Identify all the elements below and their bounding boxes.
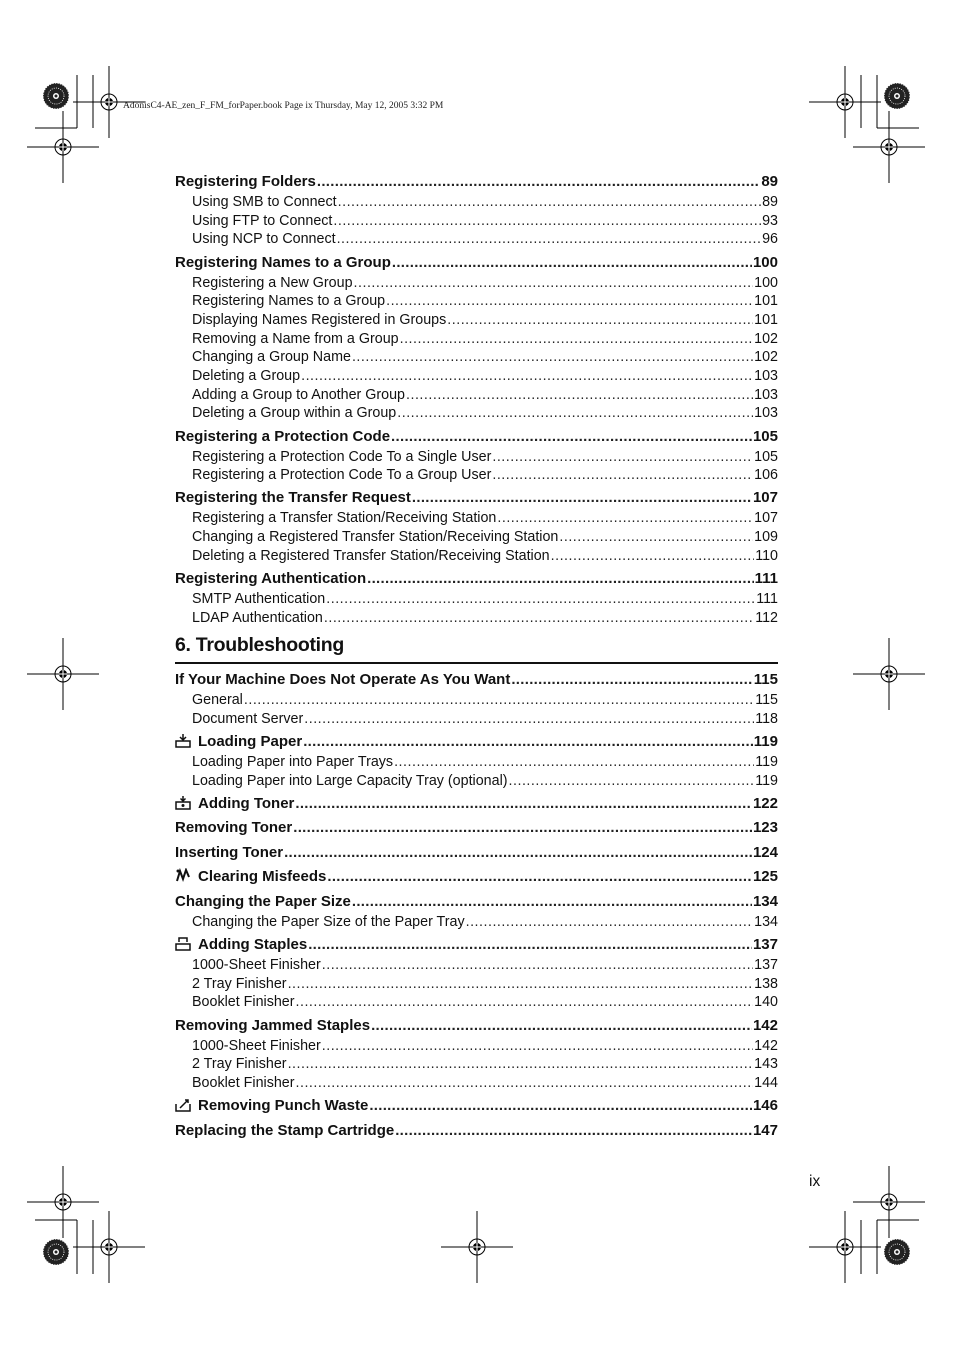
toc-page-number: 119	[755, 772, 778, 789]
toc-entry-label	[192, 386, 405, 405]
toc-leader-dots	[492, 448, 753, 467]
toc-page-number: 96	[762, 231, 778, 248]
toc-leader-dots	[326, 590, 755, 609]
toc-entry-1000-sheet-finisher[interactable]	[175, 1037, 778, 1056]
toc-entry-deleting-a-group[interactable]	[175, 367, 778, 386]
toc-entry-label	[175, 1120, 394, 1142]
toc-entry-text: Inserting Toner	[175, 843, 284, 861]
toc-section-troubleshooting	[175, 669, 778, 1142]
toc-entry-label	[175, 669, 510, 691]
toc-leader-dots	[447, 311, 753, 330]
toc-entry-adding-a-group-to-another-group[interactable]	[175, 386, 778, 405]
toc-entry-text: Registering a Protection Code	[175, 427, 391, 445]
toc-leader-dots	[301, 367, 753, 386]
toc-entry-changing-the-paper-size[interactable]	[175, 891, 778, 913]
toc-page-number: 137	[754, 956, 778, 973]
punch-waste-icon	[175, 1097, 191, 1112]
toner-icon	[175, 795, 191, 810]
toc-entry-text: Removing Jammed Staples	[175, 1016, 371, 1034]
toc-entry-ldap-authentication[interactable]	[175, 609, 778, 628]
toc-page-number: 112	[755, 609, 778, 626]
toc-entry-label	[192, 274, 353, 293]
toc-entry-text: Changing a Group Name	[192, 349, 351, 366]
toc-leader-dots	[392, 252, 752, 274]
toc-page-number: 106	[754, 467, 778, 484]
toc-leader-dots	[244, 691, 754, 710]
toc-entry-registering-a-protection-code-to-a-single-user[interactable]	[175, 448, 778, 467]
toc-entry-deleting-a-registered-transfer-station-receiving-station[interactable]	[175, 547, 778, 566]
toc-entry-text: Removing Toner	[175, 819, 293, 837]
toc-entry-if-your-machine-does-not-operate-as-you-want[interactable]	[175, 669, 778, 691]
toc-leader-dots	[296, 993, 754, 1012]
toc-entry-label	[192, 956, 321, 975]
toc-entry-loading-paper-into-large-capacity-tray-optional[interactable]	[175, 772, 778, 791]
toc-entry-text: Using SMB to Connect	[192, 194, 337, 210]
toc-entry-label	[192, 292, 385, 311]
toc-entry-smtp-authentication[interactable]	[175, 590, 778, 609]
toc-page-number: 142	[754, 1037, 778, 1054]
toc-page-number: 89	[761, 173, 778, 190]
toc-entry-registering-a-new-group[interactable]	[175, 274, 778, 293]
toc-page-number: 105	[752, 427, 778, 445]
toc-entry-label	[192, 193, 337, 212]
toc-leader-dots	[394, 753, 754, 772]
toc-entry-label	[175, 171, 316, 193]
misfeed-icon	[175, 868, 191, 883]
toc-entry-label	[192, 975, 287, 994]
toc-page-number: 107	[752, 489, 778, 507]
toc-entry-text: Changing a Registered Transfer Station/Receiving Station	[192, 529, 559, 546]
toc-entry-text: Deleting a Group within a Group	[192, 405, 397, 422]
toc-page-number: 115	[753, 671, 778, 688]
toc-entry-label	[192, 348, 351, 367]
toc-leader-dots	[386, 292, 753, 311]
toc-leader-dots	[371, 1015, 752, 1037]
toc-entry-label	[192, 1037, 321, 1056]
toc-entry-adding-toner[interactable]	[175, 793, 778, 815]
toc-entry-using-ncp-to-connect[interactable]	[175, 230, 778, 249]
toc-entry-label	[175, 842, 283, 864]
toc-leader-dots	[509, 772, 755, 791]
toc-entry-text: Registering Names to a Group	[192, 293, 386, 310]
toc-leader-dots	[466, 913, 754, 932]
toc-entry-registering-the-transfer-request[interactable]	[175, 487, 778, 509]
toc-entry-label	[192, 547, 550, 566]
toc-entry-text: Changing the Paper Size	[175, 892, 351, 910]
toc-page-number: 134	[754, 913, 778, 930]
toc-entry-text: Booklet Finisher	[192, 1074, 295, 1091]
toc-entry-text: Removing Punch Waste	[198, 1097, 369, 1115]
toc-entry-registering-a-transfer-station-receiving-station[interactable]	[175, 509, 778, 528]
toc-entry-text: SMTP Authentication	[192, 591, 326, 607]
toc-leader-dots	[391, 426, 752, 448]
toc-page-number: 142	[752, 1016, 778, 1034]
toc-leader-dots	[369, 1095, 752, 1117]
toc-entry-text: Registering a New Group	[192, 274, 353, 291]
toc-entry-displaying-names-registered-in-groups[interactable]	[175, 311, 778, 330]
toc-entry-text: Removing a Name from a Group	[192, 330, 399, 347]
toc-page-number: 102	[754, 330, 778, 347]
toc-entry-label	[175, 891, 351, 913]
toc-page-number: 109	[754, 529, 778, 546]
toc-entry-registering-folders[interactable]	[175, 171, 778, 193]
toc-entry-deleting-a-group-within-a-group[interactable]	[175, 404, 778, 423]
toc-leader-dots	[293, 817, 752, 839]
toc-entry-general[interactable]	[175, 691, 778, 710]
toc-page-number: 100	[752, 253, 778, 271]
toc-entry-label	[192, 448, 491, 467]
toc-entry-text: Deleting a Group	[192, 368, 301, 384]
toc-entry-text: Loading Paper into Paper Trays	[192, 753, 394, 770]
toc-entry-label	[175, 793, 294, 815]
toc-leader-dots	[352, 348, 753, 367]
toc-page-number: 146	[752, 1097, 778, 1115]
toc-entry-text: Registering a Transfer Station/Receiving Station	[192, 510, 497, 527]
toc-entry-label	[175, 1095, 368, 1117]
toc-entry-text: Loading Paper into Large Capacity Tray (optional)	[192, 772, 508, 789]
toc-entry-label	[175, 252, 391, 274]
toc-page-number: 125	[752, 868, 778, 886]
toc-entry-registering-authentication[interactable]	[175, 568, 778, 590]
toc-leader-dots	[352, 891, 752, 913]
toc-leader-dots	[559, 528, 753, 547]
toc-entry-removing-toner[interactable]	[175, 817, 778, 839]
toc-entry-changing-the-paper-size-of-the-paper-tray[interactable]	[175, 913, 778, 932]
toc-page-number: 122	[752, 794, 778, 812]
toc-entry-label	[192, 367, 300, 386]
toc-entry-label	[192, 528, 558, 547]
toc-entry-text: 2 Tray Finisher	[192, 975, 287, 992]
toc-page-number: 119	[755, 753, 778, 770]
toc-entry-label	[175, 731, 302, 753]
toc-entry-text: Clearing Misfeeds	[198, 868, 327, 886]
toc-entry-text: 2 Tray Finisher	[192, 1056, 287, 1073]
toc-entry-loading-paper[interactable]	[175, 731, 778, 753]
toc-leader-dots	[338, 193, 761, 212]
toc-page-number: 124	[752, 843, 778, 861]
toc-page-number: 144	[754, 1074, 778, 1091]
toc-page-number: 111	[756, 591, 778, 607]
toc-leader-dots	[322, 1037, 753, 1056]
toc-entry-text: Loading Paper	[198, 732, 303, 750]
toc-leader-dots	[367, 568, 754, 590]
toc-leader-dots	[337, 230, 762, 249]
toc-entry-label	[192, 590, 325, 609]
toc-entry-registering-a-protection-code-to-a-group-user[interactable]	[175, 466, 778, 485]
toc-entry-loading-paper-into-paper-trays[interactable]	[175, 753, 778, 772]
toc-entry-label	[192, 1074, 295, 1093]
toc-entry-removing-jammed-staples[interactable]	[175, 1015, 778, 1037]
toc-entry-label	[192, 753, 393, 772]
toc-page-number: 100	[754, 274, 778, 291]
toc-leader-dots	[395, 1120, 752, 1142]
toc-entry-text: Registering Names to a Group	[175, 253, 391, 271]
toc-page-number: 137	[752, 935, 778, 953]
toc-entry-label	[175, 568, 366, 590]
toc-leader-dots	[288, 1055, 754, 1074]
toc-entry-label	[192, 404, 396, 423]
toc-leader-dots	[295, 793, 752, 815]
toc-entry-removing-punch-waste[interactable]	[175, 1095, 778, 1117]
toc-entry-text: LDAP Authentication	[192, 609, 323, 626]
toc-page-number: 140	[754, 994, 778, 1011]
toc-entry-1000-sheet-finisher[interactable]	[175, 956, 778, 975]
toc-leader-dots	[412, 487, 752, 509]
toc-entry-inserting-toner[interactable]	[175, 842, 778, 864]
toc-leader-dots	[303, 731, 753, 753]
toc-page-number: 89	[762, 194, 778, 210]
toc-page-number: 143	[754, 1056, 778, 1073]
toc-entry-adding-staples[interactable]	[175, 934, 778, 956]
toc-entry-text: 1000-Sheet Finisher	[192, 956, 321, 973]
toc-entry-label	[192, 466, 491, 485]
toc-entry-changing-a-group-name[interactable]	[175, 348, 778, 367]
toc-leader-dots	[492, 466, 753, 485]
toc-entry-label	[175, 487, 411, 509]
toc-page-number: 107	[754, 510, 778, 527]
toc-entry-booklet-finisher[interactable]	[175, 1074, 778, 1093]
toc-entry-2-tray-finisher[interactable]	[175, 975, 778, 994]
toc-entry-label	[192, 772, 508, 791]
toc-entry-text: Adding a Group to Another Group	[192, 386, 406, 403]
toc-entry-label	[192, 691, 243, 710]
toc-leader-dots	[317, 171, 760, 193]
toc-entry-text: Registering Folders	[175, 173, 316, 190]
toc-page-number: 118	[755, 710, 778, 727]
toc-entry-2-tray-finisher[interactable]	[175, 1055, 778, 1074]
toc-entry-text: Adding Toner	[198, 794, 295, 812]
toc-entry-label	[192, 330, 399, 349]
toc-page-number: 101	[754, 311, 778, 328]
toc-page-number: 111	[754, 570, 778, 587]
toc-entry-label	[192, 509, 496, 528]
toc-entry-using-ftp-to-connect[interactable]	[175, 212, 778, 231]
toc-entry-text: Using FTP to Connect	[192, 212, 333, 229]
toc-leader-dots	[308, 934, 752, 956]
toc-page-number: 93	[762, 212, 778, 229]
toc-page-number: 115	[755, 692, 778, 708]
toc-entry-label	[175, 817, 292, 839]
toc-entry-removing-a-name-from-a-group[interactable]	[175, 330, 778, 349]
toc-page-number: 110	[755, 547, 778, 564]
toc-page-number: 101	[754, 293, 778, 310]
toc-entry-replacing-the-stamp-cartridge[interactable]	[175, 1120, 778, 1142]
toc-entry-booklet-finisher[interactable]	[175, 993, 778, 1012]
toc-entry-label	[192, 993, 295, 1012]
toc-entry-label	[192, 609, 323, 628]
toc-entry-registering-names-to-a-group[interactable]	[175, 252, 778, 274]
toc-leader-dots	[333, 212, 761, 231]
toc-leader-dots	[284, 842, 752, 864]
toc-entry-registering-a-protection-code[interactable]	[175, 426, 778, 448]
toc-page-number: 103	[754, 368, 778, 384]
toc-leader-dots	[511, 669, 752, 691]
paper-tray-icon	[175, 733, 191, 748]
toc-entry-label	[192, 230, 336, 249]
toc-leader-dots	[400, 330, 754, 349]
toc-entry-text: Using NCP to Connect	[192, 231, 336, 248]
toc-entry-text: Booklet Finisher	[192, 994, 295, 1011]
toc-entry-changing-a-registered-transfer-station-receiving-station[interactable]	[175, 528, 778, 547]
toc-leader-dots	[406, 386, 753, 405]
toc-entry-text: Registering Authentication	[175, 570, 367, 587]
toc-section-registering	[175, 171, 778, 627]
toc-entry-text: If Your Machine Does Not Operate As You Want	[175, 671, 511, 688]
toc-entry-text: Registering a Protection Code To a Single User	[192, 448, 492, 465]
toc-entry-text: Registering the Transfer Request	[175, 489, 411, 507]
toc-leader-dots	[324, 609, 754, 628]
staple-icon	[175, 936, 191, 951]
toc-leader-dots	[288, 975, 754, 994]
toc-leader-dots	[551, 547, 755, 566]
toc-page-number: 123	[752, 819, 778, 837]
toc-entry-text: Changing the Paper Size of the Paper Tray	[192, 913, 465, 930]
toc-entry-text: Deleting a Registered Transfer Station/Receiving Station	[192, 547, 550, 564]
toc-entry-label	[175, 426, 390, 448]
toc-entry-text: Registering a Protection Code To a Group User	[192, 467, 492, 484]
toc-entry-label	[192, 311, 446, 330]
toc-entry-label	[175, 934, 307, 956]
toc-entry-text: Displaying Names Registered in Groups	[192, 311, 447, 328]
toc-page-number: 138	[754, 975, 778, 992]
toc-entry-registering-names-to-a-group[interactable]	[175, 292, 778, 311]
toc-leader-dots	[327, 866, 752, 888]
toc-entry-text: General	[192, 692, 243, 708]
toc-leader-dots	[322, 956, 753, 975]
toc-entry-text: Adding Staples	[198, 935, 308, 953]
toc-entry-text: 1000-Sheet Finisher	[192, 1037, 321, 1054]
toc-entry-label	[192, 212, 332, 231]
toc-page-number: 147	[752, 1121, 778, 1139]
toc-entry-text: Replacing the Stamp Cartridge	[175, 1121, 395, 1139]
toc-entry-label	[192, 1055, 287, 1074]
toc-entry-label	[175, 866, 326, 888]
toc-leader-dots	[397, 404, 753, 423]
toc-leader-dots	[354, 274, 754, 293]
toc-entry-clearing-misfeeds[interactable]	[175, 866, 778, 888]
page-number: ix	[809, 1173, 821, 1190]
toc-entry-document-server[interactable]	[175, 710, 778, 729]
toc-page-number: 103	[754, 405, 778, 422]
toc-page-number: 105	[754, 448, 778, 465]
toc-page-number: 134	[752, 892, 778, 910]
toc-page-number: 103	[754, 386, 778, 403]
toc-leader-dots	[296, 1074, 754, 1093]
toc-page-number: 102	[754, 349, 778, 366]
toc-leader-dots	[497, 509, 753, 528]
toc-entry-using-smb-to-connect[interactable]	[175, 193, 778, 212]
chapter-title: 6. Troubleshooting	[175, 634, 778, 664]
toc-entry-label	[175, 1015, 370, 1037]
toc-leader-dots	[304, 710, 754, 729]
toc-entry-text: Document Server	[192, 710, 304, 727]
toc-entry-label	[192, 913, 465, 932]
toc-page-number: 119	[753, 732, 778, 750]
book-header-note: AdonisC4-AE_zen_F_FM_forPaper.book Page ix Thursday, May 12, 2005 3:32 PM	[123, 101, 444, 111]
toc-entry-label	[192, 710, 303, 729]
